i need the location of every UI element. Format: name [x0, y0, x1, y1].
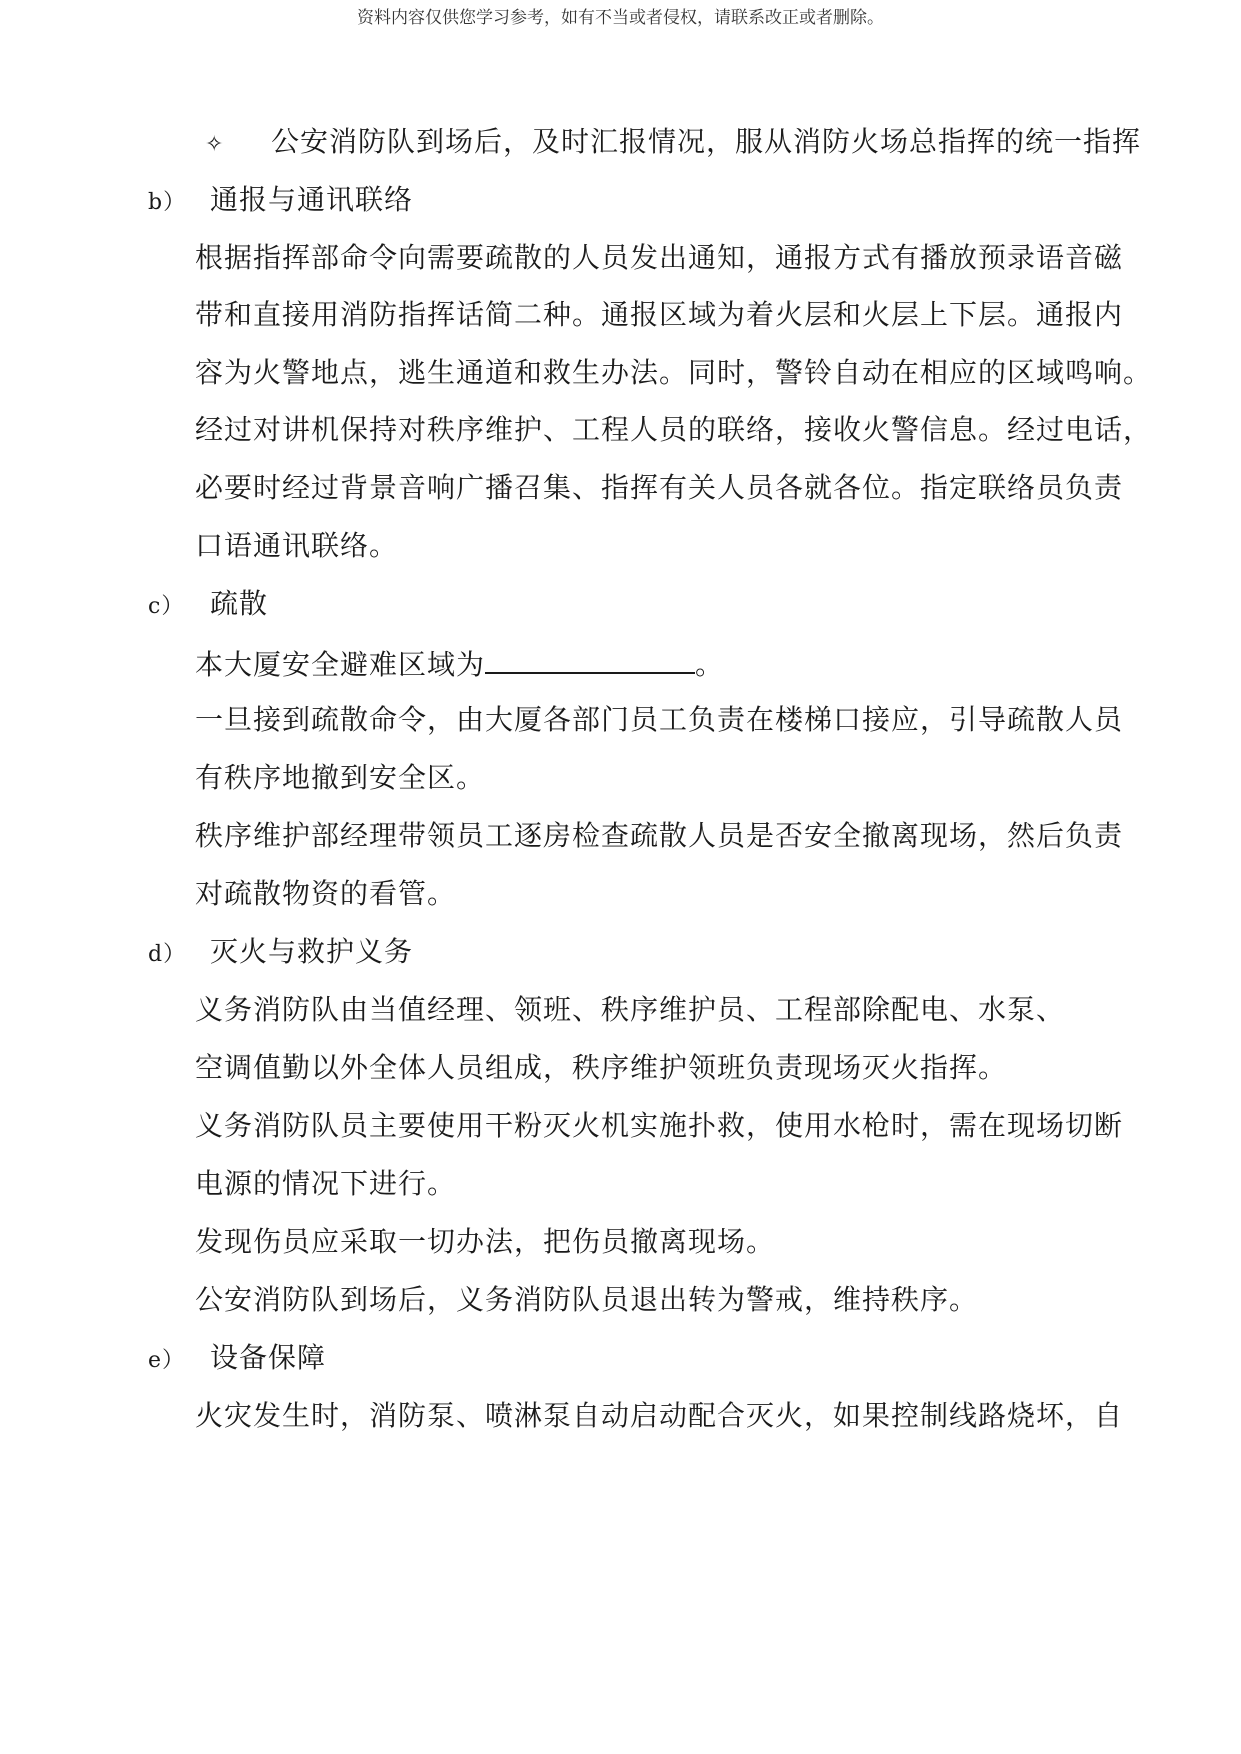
section-mark: d） [148, 942, 187, 967]
fill-in-blank [485, 644, 695, 674]
paragraph-line-with-blank [195, 644, 1195, 683]
paragraph-line: 火灾发生时，消防泵、喷淋泵自动启动配合灭火，如果控制线路烧坏，自 [195, 1399, 1124, 1432]
paragraph-line: 对疏散物资的看管。 [195, 877, 457, 910]
bullet-line [205, 124, 1205, 163]
section-title: 疏散 [210, 587, 269, 620]
blank-prefix: 本大厦安全避难区域为 [195, 648, 486, 681]
paragraph-line: 必要时经过背景音响广播召集、指挥有关人员各就各位。指定联络员负责 [195, 471, 1124, 504]
paragraph-line: 空调值勤以外全体人员组成，秩序维护领班负责现场灭火指挥。 [195, 1051, 1008, 1084]
paragraph-line: 义务消防队由当值经理、领班、秩序维护员、工程部除配电、水泵、 [195, 993, 1066, 1026]
paragraph-line: 电源的情况下进行。 [195, 1167, 457, 1200]
blank-suffix: 。 [695, 648, 725, 681]
section-title: 设备保障 [210, 1341, 327, 1374]
paragraph-line: 经过对讲机保持对秩序维护、工程人员的联络，接收火警信息。经过电话， [195, 413, 1153, 446]
paragraph-line: 一旦接到疏散命令，由大厦各部门员工负责在楼梯口接应，引导疏散人员 [195, 703, 1124, 736]
section-mark: e） [148, 1348, 186, 1373]
paragraph-line: 秩序维护部经理带领员工逐房检查疏散人员是否安全撤离现场，然后负责 [195, 819, 1124, 852]
page-header-disclaimer: 资料内容仅供您学习参考，如有不当或者侵权，请联系改正或者删除。 [357, 8, 884, 28]
paragraph-line: 根据指挥部命令向需要疏散的人员发出通知，通报方式有播放预录语音磁 [195, 241, 1124, 274]
diamond-bullet-icon: ✧ [205, 132, 225, 157]
section-title: 灭火与救护义务 [210, 935, 414, 968]
paragraph-line: 有秩序地撤到安全区。 [195, 761, 486, 794]
paragraph-line: 带和直接用消防指挥话简二种。通报区域为着火层和火层上下层。通报内 [195, 298, 1124, 331]
paragraph-line: 容为火警地点，逃生通道和救生办法。同时，警铃自动在相应的区域鸣响。 [195, 356, 1153, 389]
section-mark: c） [148, 594, 185, 619]
section-title: 通报与通讯联络 [210, 183, 414, 216]
section-mark: b） [148, 190, 187, 215]
paragraph-line: 口语通讯联络。 [195, 529, 399, 562]
paragraph-line: 义务消防队员主要使用干粉灭火机实施扑救，使用水枪时，需在现场切断 [195, 1109, 1124, 1142]
section-heading-c [148, 586, 1148, 625]
paragraph-line: 公安消防队到场后，义务消防队员退出转为警戒，维持秩序。 [195, 1283, 979, 1316]
bullet-text: 公安消防队到场后，及时汇报情况，服从消防火场总指挥的统一指挥 [271, 125, 1142, 158]
section-heading-e [148, 1340, 1148, 1379]
paragraph-line: 发现伤员应采取一切办法，把伤员撤离现场。 [195, 1225, 776, 1258]
section-heading-d [148, 934, 1148, 973]
section-heading-b [148, 182, 1148, 221]
